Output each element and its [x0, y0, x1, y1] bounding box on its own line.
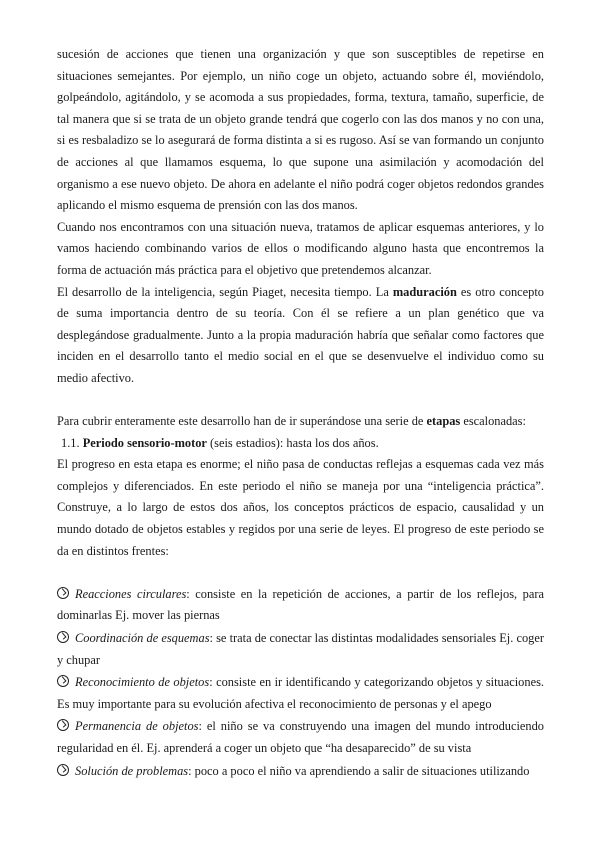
- bullet-text: : se trata de conectar las distintas modalidades sensoriales Ej. coger y chupar: [57, 631, 544, 667]
- bullet-text: : consiste en la repetición de acciones, a partir de los reflejos, para dominarlas Ej. mover las piernas: [57, 586, 544, 623]
- check-circle-icon: [57, 631, 69, 643]
- list-item: [57, 628, 544, 671]
- section-heading: [57, 433, 544, 455]
- bullet-term: Coordinación de esquemas: [75, 631, 210, 646]
- bullet-list: [57, 584, 544, 782]
- bullet-text: : poco a poco el niño va aprendiendo a salir de situaciones utilizando: [188, 763, 530, 778]
- bullet-term: Reconocimiento de objetos: [75, 675, 210, 690]
- stages-term: etapas: [426, 414, 461, 429]
- check-circle-icon: [57, 764, 69, 776]
- list-item: [57, 761, 544, 783]
- section-subtitle: (seis estadios): hasta los dos años.: [206, 435, 379, 450]
- bullet-text: : el niño se va construyendo una imagen del mundo introduciendo regularidad en él. Ej. aprenderá a coger un objeto que “ha desaparecido” de su vista: [57, 719, 544, 755]
- paragraph-new-situation: Cuando nos encontramos con una situación nueva, tratamos de aplicar esquemas anteriores, y lo vamos haciendo combinando varios de ellos o modificando alguno hasta que encontremos la forma de actuación más práctica para el objetivo que pretendemos alcanzar.: [57, 219, 544, 277]
- section-number: 1.1.: [61, 435, 80, 450]
- bullet-term: Permanencia de objetos: [75, 719, 199, 734]
- list-item: [57, 584, 544, 627]
- section-title: Periodo sensorio-motor: [82, 435, 207, 450]
- stages-text-after: escalonadas:: [460, 414, 526, 429]
- paragraph-stages-intro: [57, 411, 544, 433]
- maturation-text-before: El desarrollo de la inteligencia, según Piaget, necesita tiempo. La: [57, 284, 393, 299]
- check-circle-icon: [57, 587, 69, 599]
- check-circle-icon: [57, 719, 69, 731]
- paragraph-sensorimotor: El progreso en esta etapa es enorme; el niño pasa de conductas reflejas a esquemas cada vez más complejos y diferenciados. En este periodo el niño se maneja por una “inteligencia práctica”. Construye, a lo largo de estos dos años, los conceptos prácticos de espacio, causalidad y un mundo dotado de objetos estables y regidos por una serie de leyes. El progreso de este periodo se da en distintos frentes:: [57, 457, 544, 558]
- maturation-term: maduración: [392, 284, 457, 299]
- list-item: [57, 672, 544, 715]
- list-item: [57, 716, 544, 759]
- bullet-text: : consiste en ir identificando y categorizando objetos y situaciones. Es muy importante para su evolución afectiva el reconocimiento de personas y el apego: [57, 675, 544, 711]
- bullet-term: Solución de problemas: [75, 763, 189, 778]
- check-circle-icon: [57, 675, 69, 687]
- maturation-text-after: es otro concepto de suma importancia dentro de su teoría. Con él se refiere a un plan genético que va desplegándose gradualmente. Junto a la propia maduración habría que señalar como factores que inciden en el desarrollo tanto el medio social en el que se desenvuelve el individuo como su medio afectivo.: [57, 284, 544, 385]
- document-page: [57, 44, 544, 783]
- stages-text-before: Para cubrir enteramente este desarrollo han de ir superándose una serie de: [57, 414, 427, 429]
- bullet-term: Reacciones circulares: [75, 586, 187, 601]
- paragraph-schemes: sucesión de acciones que tienen una organización y que son susceptibles de repetirse en situaciones semejantes. Por ejemplo, un niño coge un objeto, actuando sobre él, moviéndolo, golpeándolo, agitándolo, y se acomoda a sus propiedades, forma, textura, tamaño, superficie, de tal manera que si se trata de un objeto grande tendrá que cogerlo con las dos manos y no con una, si es resbaladizo se lo asegurará de forma distinta a si es rugoso. Así se van formando un conjunto de acciones al que llamamos esquema, lo que supone una asimilación y acomodación del organismo a ese nuevo objeto. De ahora en adelante el niño podrá coger objetos redondos grandes aplicando el mismo esquema de prensión con las dos manos.: [57, 47, 544, 213]
- paragraph-maturation: [57, 282, 544, 390]
